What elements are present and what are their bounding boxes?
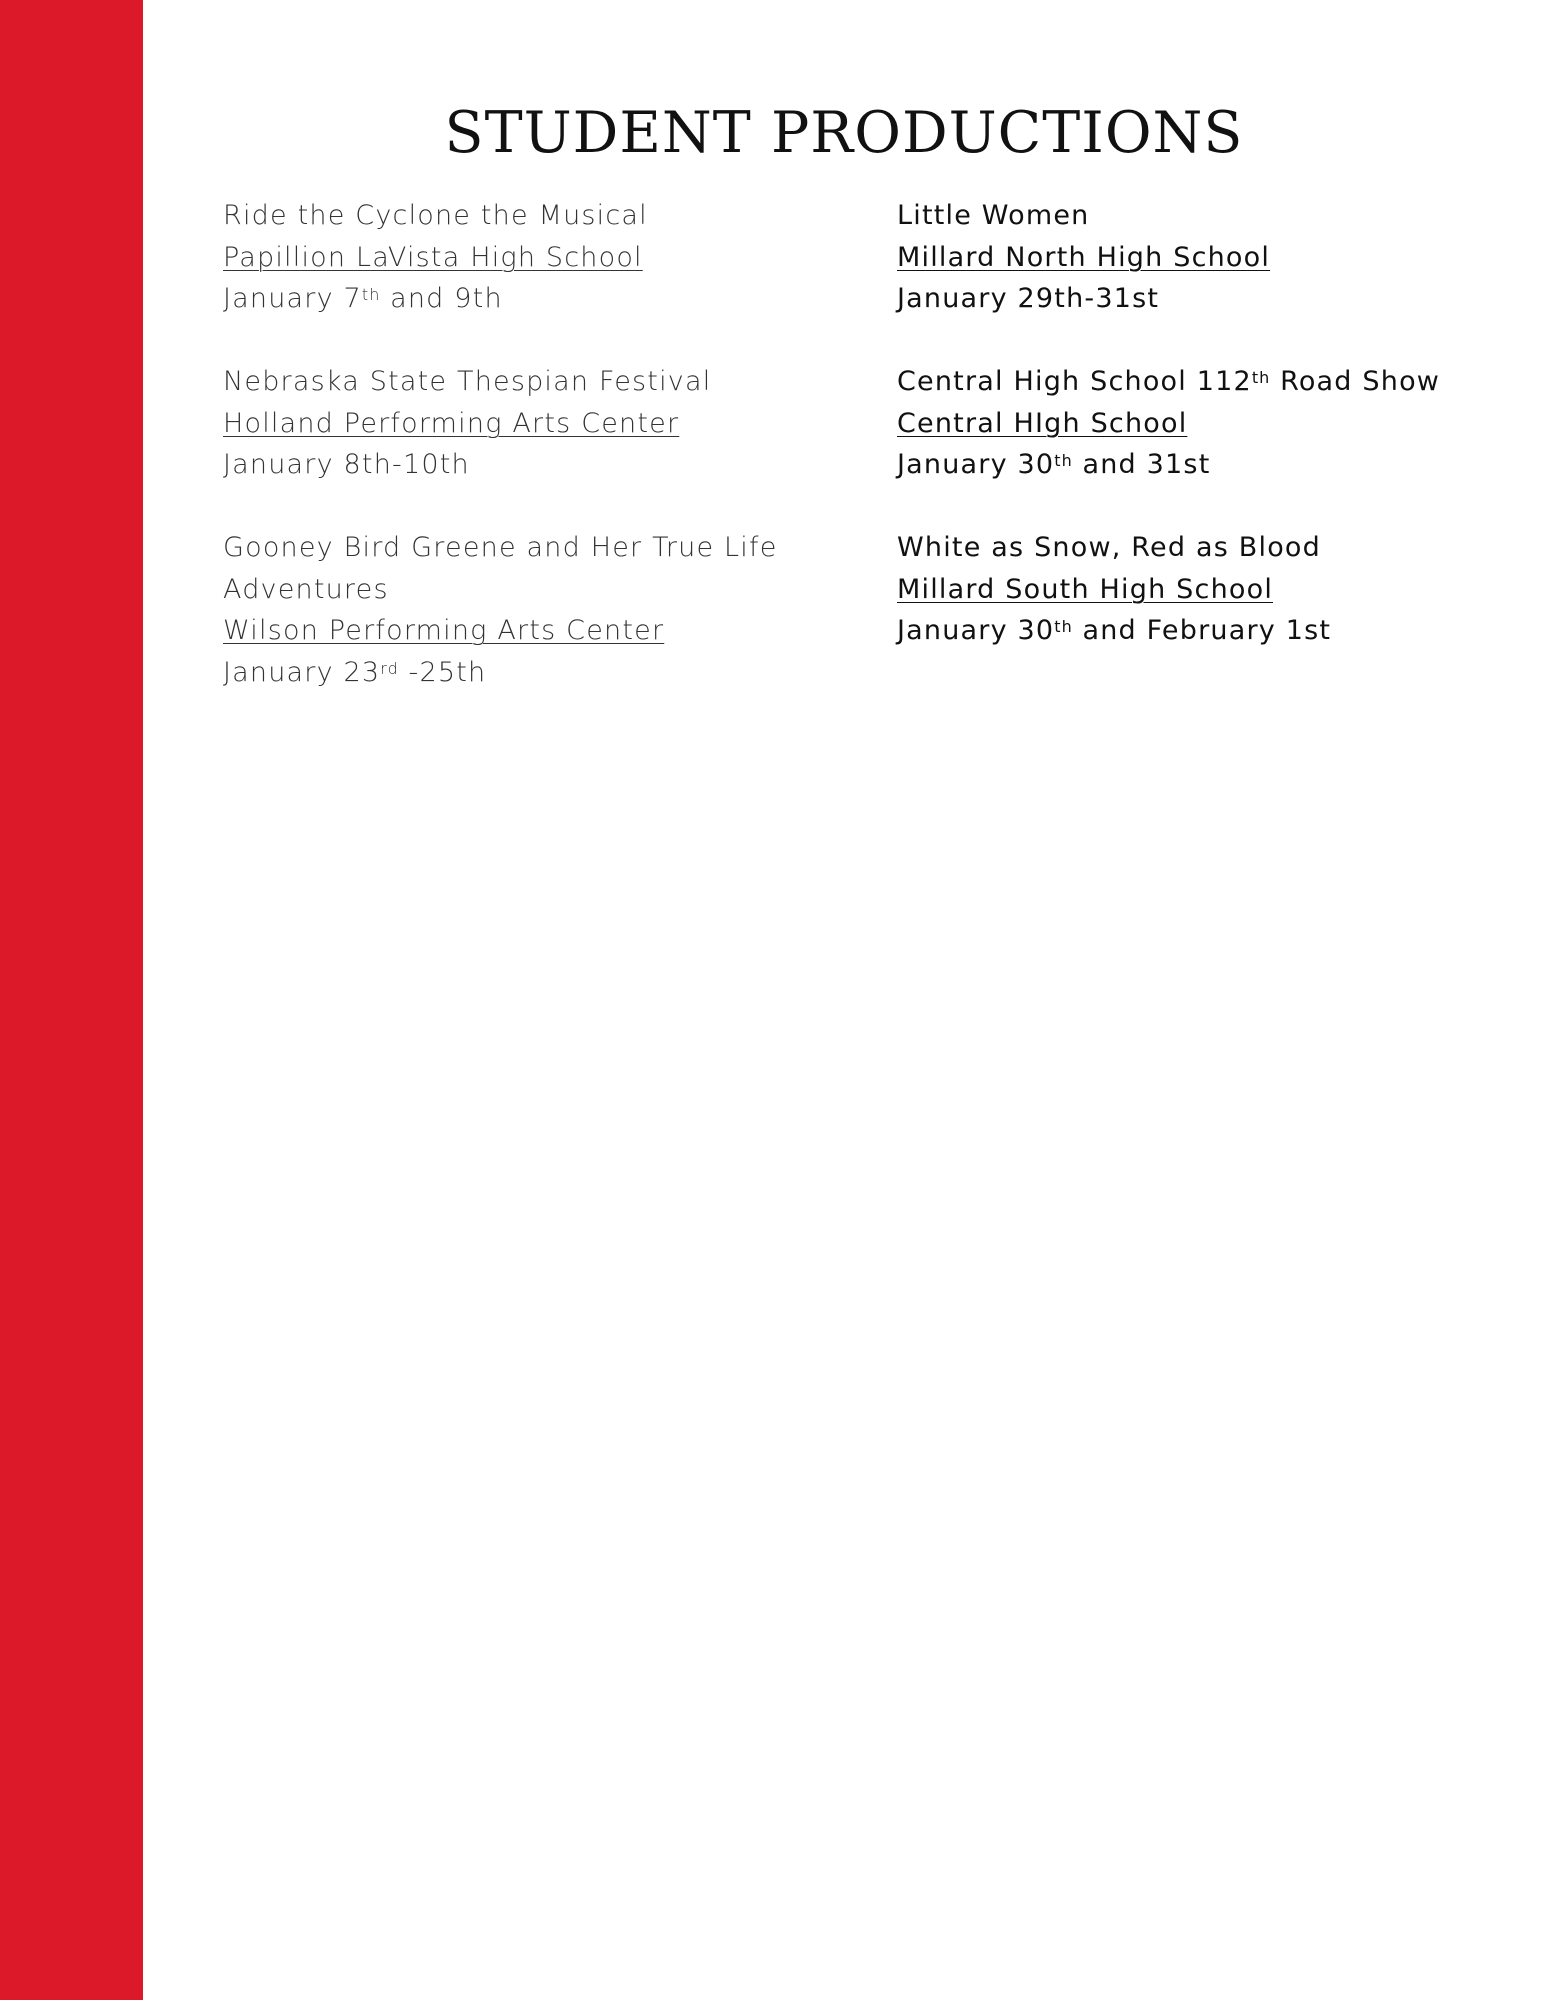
page-title: STUDENT PRODUCTIONS [444,100,1244,166]
event-title: Central High School 112th Road Show [897,366,1441,397]
event-date: January 30th and February 1st [897,615,1332,646]
event-date: January 8th-10th [223,449,470,480]
event-venue-link[interactable]: Millard South High School [897,573,1274,605]
event-little-women [897,195,1527,320]
event-title: Little Women [897,200,1090,231]
event-title: Gooney Bird Greene and Her True Life Adventures [223,532,778,605]
event-date: January 29th-31st [897,283,1160,314]
red-side-bar [0,0,143,2000]
event-title: White as Snow, Red as Blood [897,532,1321,563]
event-venue-link[interactable]: Central HIgh School [897,407,1188,439]
event-venue-link[interactable]: Papillion LaVista High School [223,241,643,273]
event-title: Ride the Cyclone the Musical [223,200,648,231]
event-date: January 30th and 31st [897,449,1211,480]
right-event-column [897,195,1527,693]
event-ride-the-cyclone [223,195,863,320]
event-central-road-show [897,361,1527,486]
event-venue-link[interactable]: Wilson Performing Arts Center [223,615,665,646]
event-date: January 23rd -25th [223,656,487,688]
left-event-column [223,195,863,735]
event-gooney-bird-greene [223,527,863,693]
event-date: January 7th and 9th [223,283,503,314]
event-thespian-festival [223,361,863,486]
event-venue-link[interactable]: Millard North High School [897,241,1271,273]
event-venue-link[interactable]: Holland Performing Arts Center [223,407,680,439]
event-title: Nebraska State Thespian Festival [223,366,712,397]
event-white-as-snow [897,527,1527,652]
